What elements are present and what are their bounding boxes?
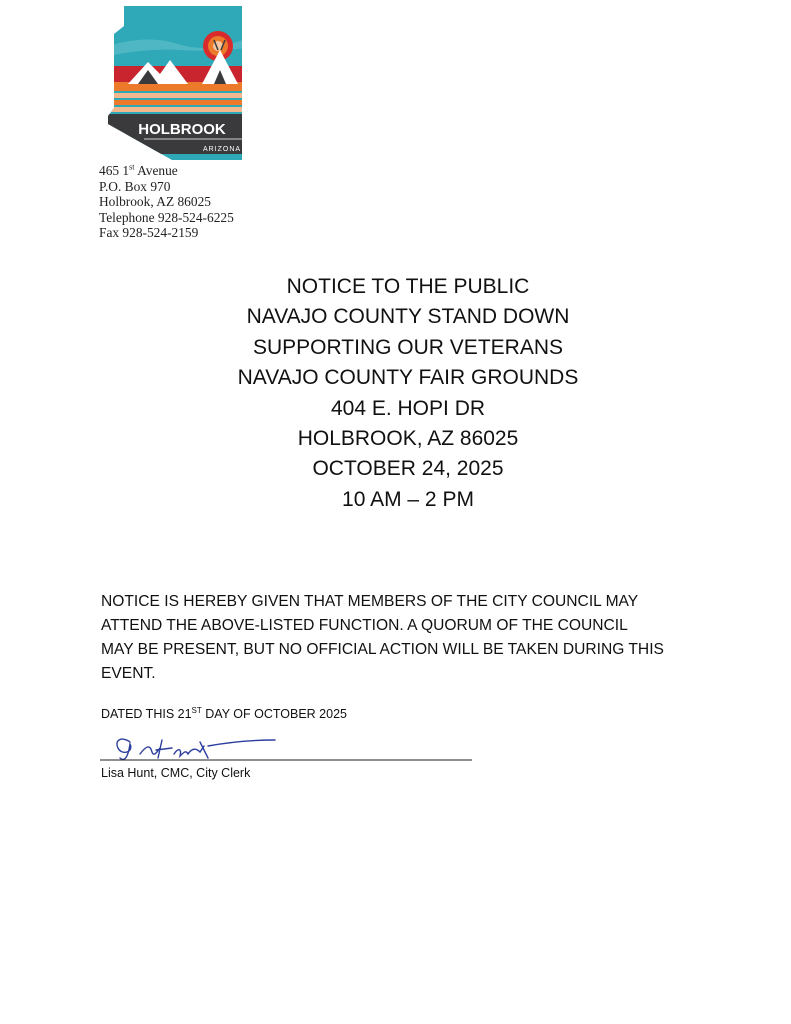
handwritten-signature (117, 739, 275, 759)
dated-line: DATED THIS 21ST DAY OF OCTOBER 2025 (101, 705, 347, 721)
holbrook-logo (108, 4, 248, 164)
notice-heading (0, 272, 791, 515)
body-line: MAY BE PRESENT, BUT NO OFFICIAL ACTION WILL BE TAKEN DURING THIS (101, 641, 664, 658)
heading-line: NAVAJO COUNTY STAND DOWN (246, 305, 570, 329)
mailing-address (99, 163, 234, 241)
body-line: EVENT. (101, 665, 156, 682)
body-line: NOTICE IS HEREBY GIVEN THAT MEMBERS OF THE CITY COUNCIL MAY (101, 593, 639, 610)
body-line: ATTEND THE ABOVE-LISTED FUNCTION. A QUORUM OF THE COUNCIL (101, 617, 628, 634)
heading-line: 10 AM – 2 PM (342, 487, 474, 511)
notice-body (101, 590, 741, 686)
city-state-zip: Holbrook, AZ 86025 (99, 194, 211, 210)
signer-name: Lisa Hunt, CMC, City Clerk (101, 766, 251, 780)
street-address: 465 1st Avenue (99, 162, 178, 178)
heading-line: NOTICE TO THE PUBLIC (286, 275, 530, 298)
heading-line: OCTOBER 24, 2025 (312, 457, 504, 481)
heading-line: NAVAJO COUNTY FAIR GROUNDS (237, 366, 579, 390)
heading-line: SUPPORTING OUR VETERANS (253, 335, 563, 359)
logo-state: ARIZONA (202, 146, 242, 153)
po-box: P.O. Box 970 (99, 178, 171, 194)
telephone: Telephone 928-524-6225 (99, 209, 234, 225)
heading-line: 404 E. HOPI DR (330, 396, 486, 420)
logo-name: HOLBROOK (138, 121, 226, 138)
fax: Fax 928-524-2159 (99, 225, 199, 241)
signature-block (100, 728, 480, 768)
heading-line: HOLBROOK, AZ 86025 (297, 427, 519, 451)
